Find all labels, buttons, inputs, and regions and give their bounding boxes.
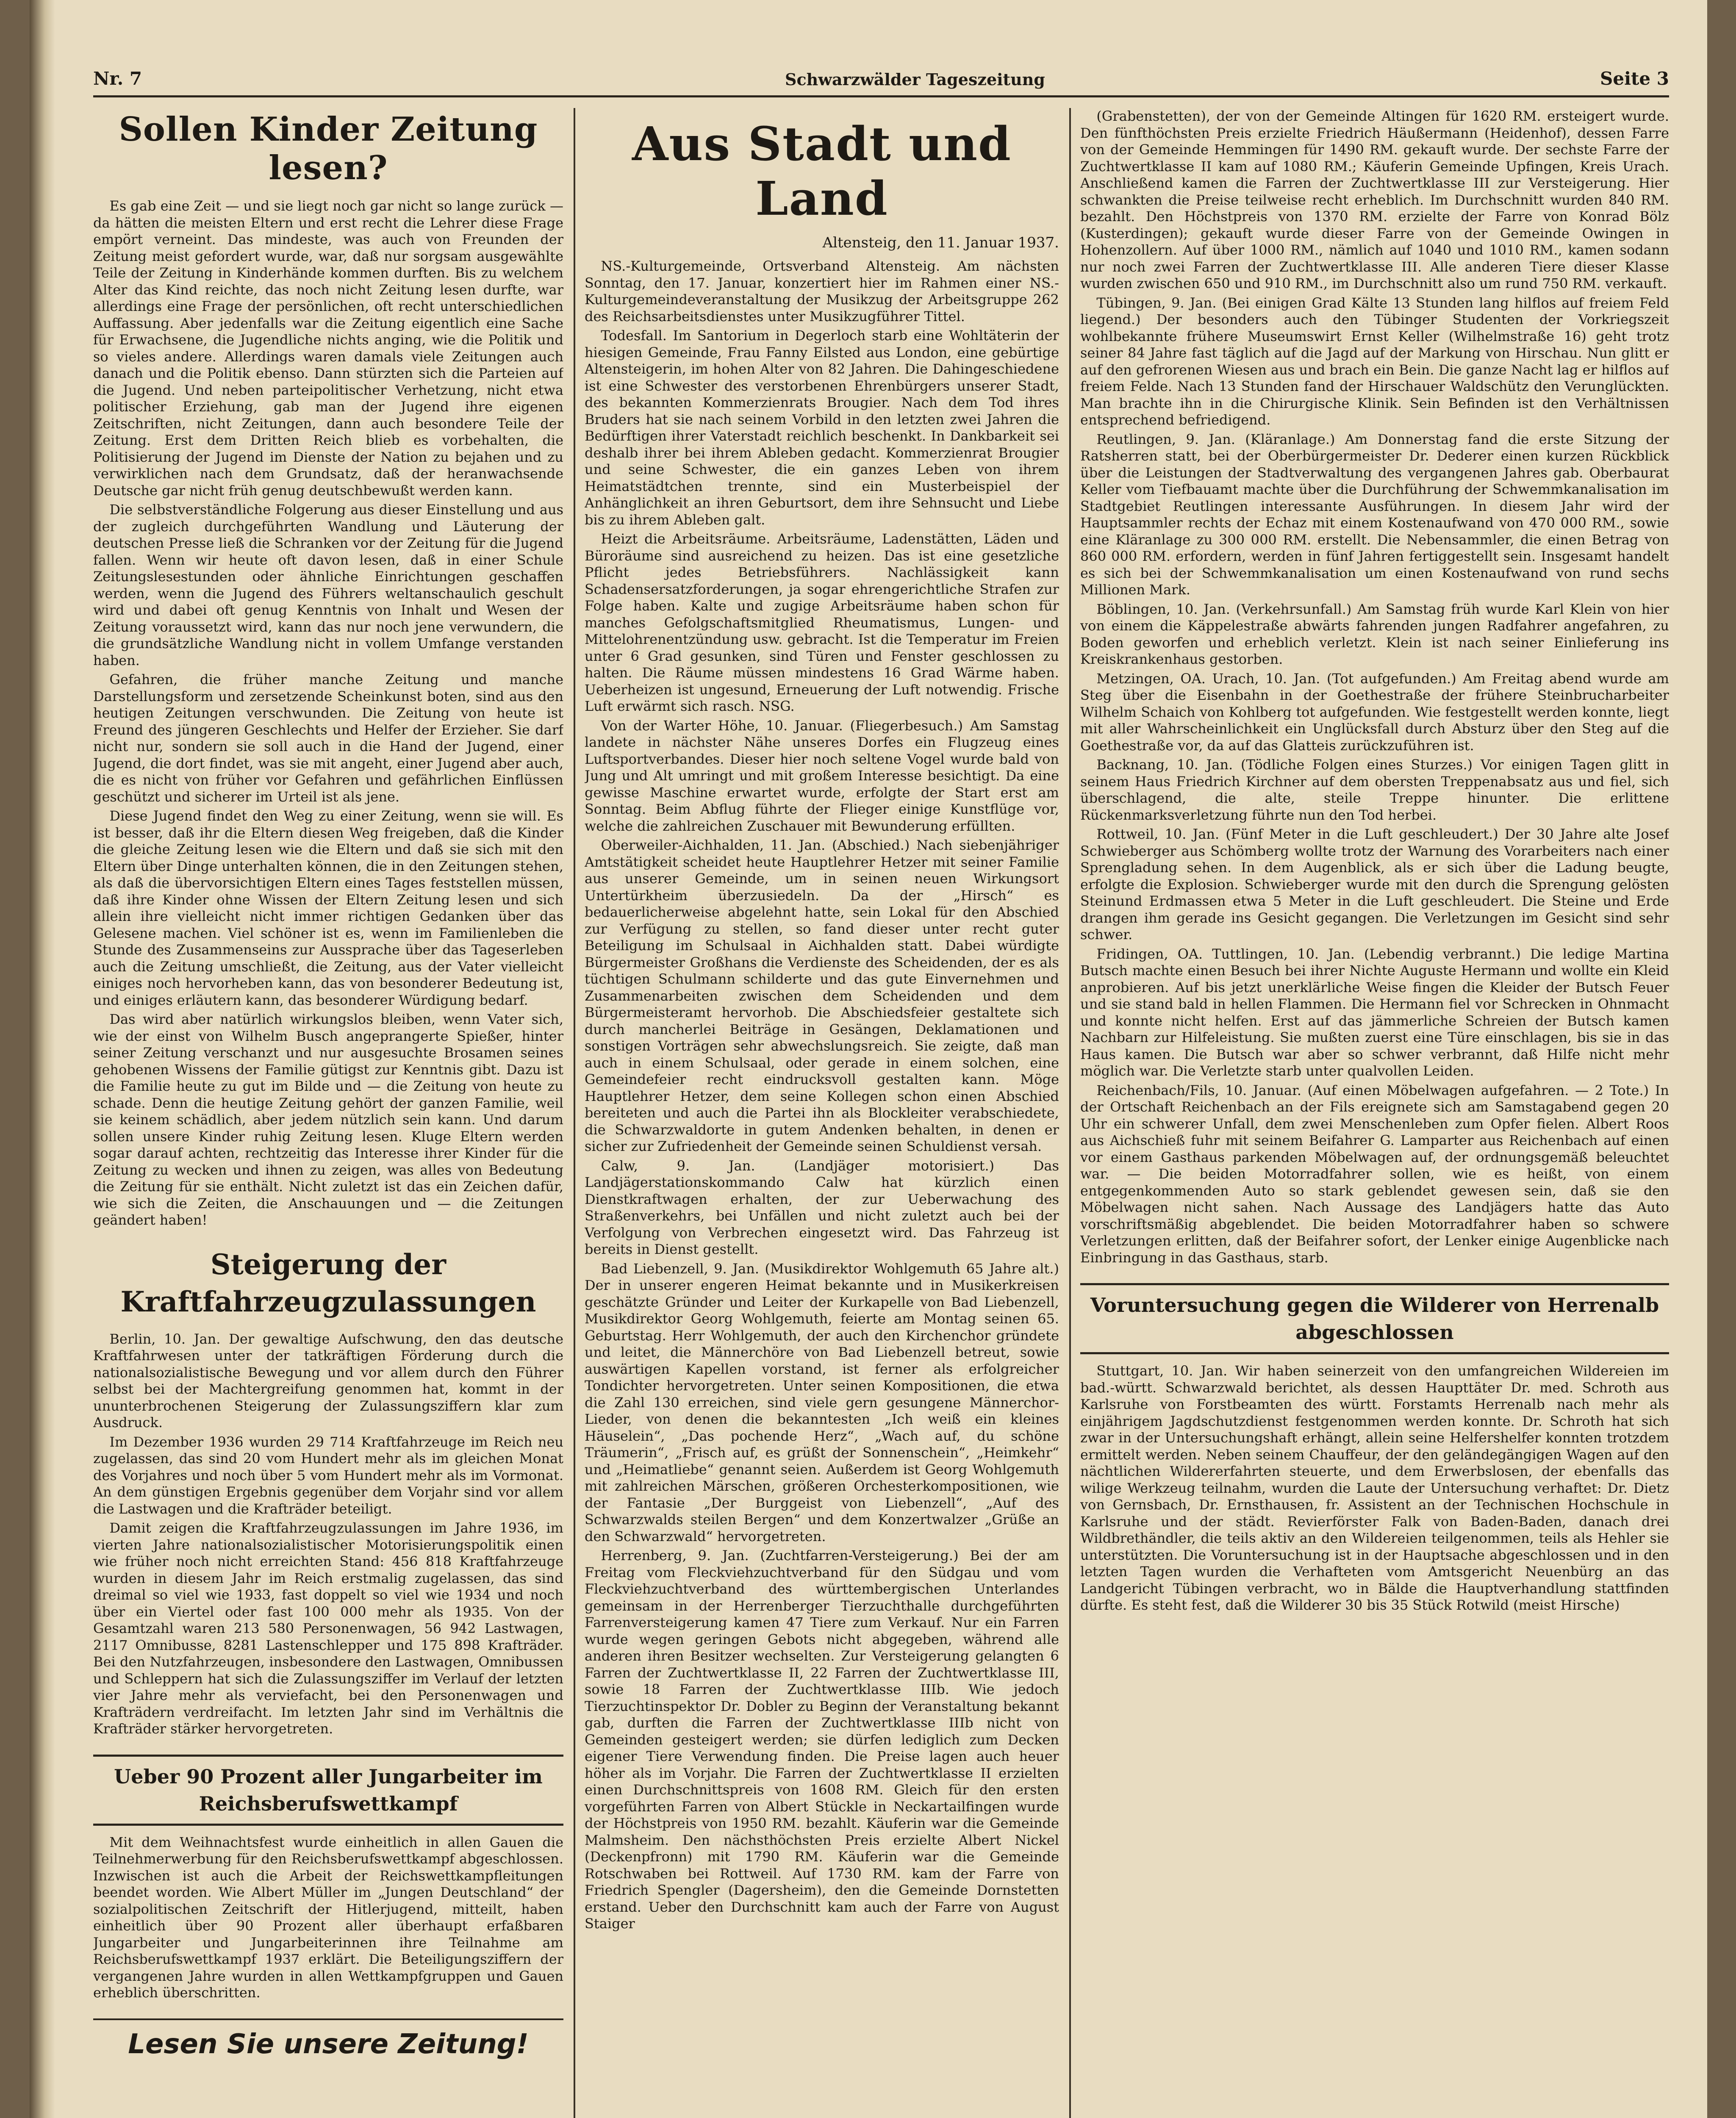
section-headline-local: Aus Stadt und Land [632,116,1012,226]
article-headline-poachers: Voruntersuchung gegen die Wilderer von Herrenalb abgeschlossen [1080,1283,1669,1354]
article-paragraph: Es gab eine Zeit — und sie liegt noch gar nicht so lange zurück — da hätten die meisten Eltern und erst recht die Lehrer diese Frage empört verneint. Das mindeste, was auch von Freunden der Zeitung meist gefordert wurde, war, daß nur sorgsam ausgewählte Teile der Zeitung in Kinderhände kommen durften. Bis zu welchem Alter das Kind reichte, das noch nicht Zeitung lesen durfte, war allerdings eine Frage der persönlichen, oft recht unterschiedlichen Auffassung. Aber jedenfalls war die Zeitung eigentlich eine Sache für Erwachsene, die Jugendliche nichts anging, wie die Politik und so vieles andere. Allerdings waren damals viele Zeitungen auch danach und die Politik ebenso. Dann stürzten sich die Parteien auf die Jugend. Und neben parteipolitischer Verhetzung, nicht etwa politischer Erziehung, gab man der Jugend ihre eigenen Zeitschriften, nicht Zeitungen, dann auch besondere Teile der Zeitung. Erst dem Dritten Reich blieb es vorbehalten, die Politisierung der Jugend im Dienste der Nation zu bejahen und zu verwirklichen nach dem Grundsatz, daß der heranwachsende Deutsche gar nicht früh genug deutschbewußt werden kann. [93,198,563,499]
news-item: Reichenbach/Fils, 10. Januar. (Auf einen Möbelwagen aufgefahren. — 2 Tote.) In der Ortschaft Reichenbach an der Fils ereignete sich am Samstagabend gegen 20 Uhr ein schwerer Unfall, dem zwei Menschenleben zum Opfer fielen. Albert Roos aus Aichschieß fuhr mit seinem Beifahrer G. Lamparter aus Reichenbach auf einen vor einem Gasthaus parkenden Möbelwagen auf, der ordnungsgemäß beleuchtet war. — Die beiden Motorradfahrer sollen, wie es heißt, von einem entgegenkommenden Auto so stark geblendet gewesen sein, daß sie den Möbelwagen nicht sahen. Nach Aussage des Landjägers hatte das Auto vorschriftsmäßig abgeblendet. Die beiden Motorradfahrer haben so schwere Verletzungen erlitten, daß der Beifahrer sofort, der Lenker einige Augenblicke nach Einbringung in das Gasthaus, starb. [1080,1082,1669,1266]
news-item: Fridingen, OA. Tuttlingen, 10. Jan. (Lebendig verbrannt.) Die ledige Martina Butsch machte einen Besuch bei ihrer Nichte Auguste Hermann und wollte ein Kleid anprobieren. Auf bis jetzt unerklärliche Weise fingen die Kleider der Butsch Feuer und sie stand bald in hellen Flammen. Die Hermann fiel vor Schrecken in Ohnmacht und konnte nicht helfen. Erst auf das jämmerliche Schreien der Butsch kamen Nachbarn zur Hilfeleistung. Sie mußten zuerst eine Türe einschlagen, bis sie in das Haus kamen. Die Butsch war aber so schwer verbrannt, daß Hilfe nicht mehr möglich war. Die Verletzte starb unter qualvollen Leiden. [1080,945,1669,1079]
article-headline-children: Sollen Kinder Zeitung lesen? [119,110,538,187]
news-item: Metzingen, OA. Urach, 10. Jan. (Tot aufgefunden.) Am Freitag abend wurde am Steg über die Eisenbahn in der Goethestraße der frühere Steinbrucharbeiter Wilhelm Schaich von Kohlberg tot aufgefunden. Wie festgestellt werden konnte, liegt mit aller Wahrscheinlichkeit ein Unglücksfall durch Absturz über den Steg auf die Goethestraße vor, da auf das Glatteis zurückzuführen ist. [1080,670,1669,754]
news-item: Böblingen, 10. Jan. (Verkehrsunfall.) Am Samstag früh wurde Karl Klein von hier von einem die Käppelestraße abwärts fahrenden jungen Radfahrer angefahren, zu Boden geworfen und erheblich verletzt. Klein ist nach seiner Einlieferung ins Kreiskrankenhaus gestorben. [1080,601,1669,667]
newspaper-name: Schwarzwälder Tageszeitung [785,70,1045,89]
column-rule-2 [1069,108,1071,2118]
column-3 [1080,108,1669,2118]
news-item: Heizt die Arbeitsräume. Arbeitsräume, Ladenstätten, Läden und Büroräume sind ausreichend zu heizen. Das ist eine gesetzliche Pflicht jedes Betriebsführers. Nachlässigkeit kann Schadensersatzforderungen, ja sogar ehrengerichtliche Strafen zur Folge haben. Kalte und zugige Arbeitsräume haben schon für manches Gefolgschaftsmitglied Rheumatismus, Lungen- und Mittelohrenentzündung usw. gebracht. Ist die Temperatur im Freien unter 6 Grad gesunken, sind Türen und Fenster geschlossen zu halten. Die Räume müssen mindestens 16 Grad Wärme haben. Ueberheizen ist ungesund, Erneuerung der Luft notwendig. Frische Luft erwärmt sich rasch. NSG. [585,531,1059,714]
article-paragraph: Diese Jugend findet den Weg zu einer Zeitung, wenn sie will. Es ist besser, daß ihr die Eltern diesen Weg freigeben, daß die Kinder die gleiche Zeitung lesen wie die Eltern und daß sie sich mit den Eltern über Dinge unterhalten können, die in den Zeitungen stehen, als daß die übervorsichtigen Eltern eines Tages feststellen müssen, daß ihre Kinder ohne Wissen der Eltern Zeitung lesen und sich allein ihre vielleicht nicht immer richtigen Gedanken über das Gelesene machen. Viel schöner ist es, wenn im Familienleben die Stunde des Zusammenseins zur Aussprache über das Tageserleben auch die Zeitung umschließt, die Zeitung, aus der Vater vielleicht einiges noch hervorheben kann, das von besonderer Bedeutung ist, und einiges erläutern kann, das besonderer Würdigung bedarf. [93,808,563,1008]
news-item: Tübingen, 9. Jan. (Bei einigen Grad Kälte 13 Stunden lang hilflos auf freiem Feld liegend.) Der besonders auch den Tübinger Studenten der Vorkriegszeit wohlbekannte frühere Museumswirt Ernst Keller (Wilhelmstraße 16) geht trotz seiner 84 Jahre fast täglich auf die Jagd auf der Markung von Hirschau. Nun glitt er auf den gefrorenen Wiesen aus und brach ein Bein. Die ganze Nacht lag er hilflos auf freiem Felde. Nach 13 Stunden fand der Hirschauer Waldschütz den Verunglückten. Man brachte ihn in die Chirurgische Klinik. Sein Befinden ist den Verhältnissen entsprechend befriedigend. [1080,294,1669,428]
page-number: Seite 3 [1600,68,1669,89]
news-item: Backnang, 10. Jan. (Tödliche Folgen eines Sturzes.) Vor einigen Tagen glitt in seinem Haus Friedrich Kirchner auf dem obersten Treppenabsatz aus und fiel, sich überschlagend, die alte, steile Treppe hinunter. Die erlittene Rückenmarksverletzung führte nun den Tod herbei. [1080,757,1669,823]
article-paragraph: Im Dezember 1936 wurden 29 714 Kraftfahrzeuge im Reich neu zugelassen, das sind 20 vom Hundert mehr als im gleichen Monat des Vorjahres und noch über 5 vom Hundert mehr als im Vormonat. An dem günstigen Ergebnis gegenüber dem Vorjahr sind vor allem die Lastwagen und die Krafträder beteiligt. [93,1433,563,1517]
article-paragraph: Damit zeigen die Kraftfahrzeugzulassungen im Jahre 1936, im vierten Jahre nationalsozialistischer Motorisierungspolitik einen wie früher noch nicht erreichten Stand: 456 818 Kraftfahrzeuge wurden in diesem Jahr im Reich erstmalig zugelassen, das sind dreimal so viel wie 1933, fast doppelt so viel wie 1934 und noch über ein Viertel oder fast 100 000 mehr als 1935. Von der Gesamtzahl waren 213 580 Personenwagen, 56 942 Lastwagen, 2117 Omnibusse, 8281 Lastenschlepper und 175 898 Krafträder. Bei den Nutzfahrzeugen, insbesondere den Lastwagen, Omnibussen und Schleppern hat sich die Zulassungsziffer im Verlauf der letzten vier Jahre mehr als verviefacht, bei den Personenwagen und Krafträdern verdreifacht. Im letzten Jahr sind im Verhältnis die Krafträder stärker hervorgetreten. [93,1520,563,1737]
article-headline-workers: Ueber 90 Prozent aller Jungarbeiter im Reichsberufswettkampf [93,1755,563,1826]
advert-slogan: Lesen Sie unsere Zeitung! [93,2018,563,2060]
news-item: Reutlingen, 9. Jan. (Kläranlage.) Am Donnerstag fand die erste Sitzung der Ratsherren statt, bei der Oberbürgermeister Dr. Dederer einen kurzen Rückblick über die Leistungen der Stadtverwaltung des vergangenen Jahres gab. Oberbaurat Keller vom Tiefbauamt machte über die Durchführung der Schwemmkanalisation im Stadtgebiet Reutlingen interessante Ausführungen. In diesem Jahr wird der Hauptsammler rechts der Echaz mit einem Kostenaufwand von 470 000 RM., sowie eine Kläranlage zu 300 000 RM. erstellt. Die Nebensammler, die einen Betrag von 860 000 RM. erfordern, werden in fünf Jahren fertiggestellt sein. Insgesamt handelt es sich bei der Schwemmkanalisation um einen Kostenaufwand von rund sechs Millionen Mark. [1080,431,1669,598]
news-item: Von der Warter Höhe, 10. Januar. (Fliegerbesuch.) Am Samstag landete in nächster Nähe unseres Dorfes ein Flugzeug eines Luftsportverbandes. Dieser hier noch seltene Vogel wurde bald von Jung und Alt umringt und mit großem Interesse besichtigt. Da eine gewisse Maschine erwartet wurde, erfolgte der Start erst am Sonntag. Beim Abflug führte der Flieger einige Kunstflüge vor, welche die zahlreichen Zuschauer mit Bewunderung erfüllten. [585,717,1059,834]
column-rule-1 [574,108,575,2118]
page-fold-shadow [30,0,55,2118]
news-item: Herrenberg, 9. Jan. (Zuchtfarren-Versteigerung.) Bei der am Freitag vom Fleckviehzuchtverband für den Südgau und vom Fleckviehzuchtverband des württembergischen Unterlandes gemeinsam in der Herrenberger Tierzuchthalle durchgeführten Farrenversteigerung kamen 47 Tiere zum Verkauf. Nur ein Farren wurde wegen geringen Gebots nicht abgegeben, während alle anderen ihren Besitzer wechselten. Zur Versteigerung gelangten 6 Farren der Zuchtwertklasse II, 22 Farren der Zuchtwertklasse III, sowie 18 Farren der Zuchtwertklasse IIIb. Wie jedoch Tierzuchtinspektor Dr. Dobler zu Beginn der Veranstaltung bekannt gab, durften die Farren der Zuchtwertklasse IIIb nicht von Gemeinden gesteigert werden; sie dürfen lediglich zum Decken eigener Tiere Verwendung finden. Die Preise lagen auch heuer höher als im Vorjahr. Die Farren der Zuchtwertklasse II erzielten einen Durchschnittspreis von 1608 RM. Gleich für den ersten vorgeführten Farren von Albert Stückle in Neckartailfingen wurde der Höchstpreis von 1950 RM. bezahlt. Käuferin war die Gemeinde Malmsheim. Den nächsthöchsten Preis erzielte Albert Nickel (Deckenpfronn) mit 1790 RM. Käuferin war die Gemeinde Rotschwaben bei Rottweil. Auf 1730 RM. kam der Farre von Friedrich Spengler (Dagersheim), den die Gemeinde Dornstetten erstand. Ueber den Durchschnitt kam auch der Farre von August Staiger [585,1547,1059,1932]
column-2 [585,108,1059,2118]
article-paragraph: Mit dem Weihnachtsfest wurde einheitlich in allen Gauen die Teilnehmerwerbung für den Reichsberufswettkampf abgeschlossen. Inzwischen ist auch die Arbeit der Reichswettkampfleitungen beendet worden. Wie Albert Müller im „Jungen Deutschland“ der sozialpolitischen Zeitschrift der Hitlerjugend, mitteilt, haben einheitlich über 90 Prozent aller überhaupt erfaßbaren Jungarbeiter und Jungarbeiterinnen ihre Teilnahme am Reichsberufswettkampf 1937 erklärt. Die Beteiligungsziffern der vergangenen Jahre wurden in allen Wettkampfgruppen und Gauen erheblich überschritten. [93,1834,563,2001]
article-paragraph: Berlin, 10. Jan. Der gewaltige Aufschwung, den das deutsche Kraftfahrwesen unter der tatkräftigen Förderung durch die nationalsozialistische Bewegung und vor allem durch den Führer selbst bei der Machtergreifung genommen hat, kommt in der ununterbrochenen Steigerung der Zulassungsziffern klar zum Ausdruck. [93,1331,563,1430]
news-item: (Grabenstetten), der von der Gemeinde Altingen für 1620 RM. ersteigert wurde. Den fünfthöchsten Preis erzielte Friedrich Häußermann (Heidenhof), dessen Farre von der Gemeinde Hemmingen für 1490 RM. gekauft wurde. Der sechste Farre der Zuchtwertklasse II kam auf 1080 RM.; Käuferin Gemeinde Upfingen, Kreis Urach. Anschließend kamen die Farren der Zuchtwertklasse III zur Versteigerung. Hier schwankten die Preise teilweise recht erheblich. Im Durchschnitt wurden 840 RM. bezahlt. Den Höchstpreis von 1370 RM. erzielte der Farre von Konrad Bölz (Kusterdingen); gekauft wurde dieser Farre von der Gemeinde Owingen in Hohenzollern. Auf über 1000 RM., nämlich auf 1040 und 1010 RM., kamen sodann nur noch zwei Farren der Zuchtwertklasse III. Alle anderen Tiere dieser Klasse wurden zwischen 650 und 910 RM., im Durchschnitt also um rund 750 RM. verkauft. [1080,108,1669,291]
news-item: Rottweil, 10. Jan. (Fünf Meter in die Luft geschleudert.) Der 30 Jahre alte Josef Schwieberger aus Schömberg wollte trotz der Warnung des Vorarbeiters nach einer Sprengladung sehen. In dem Augenblick, als er sich über die Ladung beugte, erfolgte die Explosion. Schwieberger wurde mit den durch die Sprengung gelösten Steinund Erdmassen etwa 5 Meter in die Luft geschleudert. Die Steine und Erde drangen ihm gerade ins Gesicht gegangen. Die Verletzungen im Gesicht sind sehr schwer. [1080,826,1669,943]
article-paragraph: Die selbstverständliche Folgerung aus dieser Einstellung und aus der zugleich durchgeführten Wandlung und Läuterung der deutschen Presse ließ die Schranken vor der Zeitung für die Jugend fallen. Wenn wir heute oft davon lesen, daß in einer Schule Zeitungslesestunden oder ähnliche Einrichtungen geschaffen werden, wenn die Jugend des Führers weltanschaulich geschult wird und dabei oft genug Kenntnis von Inhalt und Wesen der Zeitung voraussetzt wird, kann das nur noch jene verwundern, die die grundsätzliche Wandlung nicht in vollem Umfange verstanden haben. [93,502,563,668]
column-1 [93,108,563,2118]
article-headline-vehicles: Steigerung der Kraftfahrzeugzulassungen [120,1248,536,1318]
issue-number: Nr. 7 [93,68,142,89]
article-paragraph: Stuttgart, 10. Jan. Wir haben seinerzeit von den umfangreichen Wildereien im bad.-württ. Schwarzwald berichtet, als dessen Haupttäter Dr. med. Schroth aus Karlsruhe von Forstbeamten des württ. Forstamts Herrenalb nach mehr als einjährigem Jagdschutzdienst festgenommen werden konnte. Dr. Schroth hat sich zwar in der Untersuchungshaft erhängt, allein seine Helfershelfer konnten trotzdem ermittelt werden. Neben seinem Chauffeur, der den geländegängigen Wagen auf den nächtlichen Wildererfahrten steuerte, und dem Erwerbslosen, der ebenfalls das wilige Werkzeug teilnahm, wurden die Laute der Untersuchung verhaftet: Dr. Dietz von Gernsbach, Dr. Ernsthausen, fr. Assistent an der Technischen Hochschule in Karlsruhe und der städt. Revierförster Falk von Baden-Baden, danach drei Wildbrethändler, die teils aktiv an den Wildereien teilgenommen, teils als Hehler sie unterstützten. Die Voruntersuchung ist in der Hauptsache abgeschlossen und in den letzten Tagen wurden die Verhafteten vom Amtsgericht Neuenbürg an das Landgericht Tübingen verbracht, wo in Bälde die Hauptverhandlung stattfinden dürfte. Es steht fest, daß die Wilderer 30 bis 35 Stück Rotwild (meist Hirsche) [1080,1363,1669,1613]
news-item: Oberweiler-Aichhalden, 11. Jan. (Abschied.) Nach siebenjähriger Amtstätigkeit scheidet heute Hauptlehrer Hetzer mit seiner Familie aus unserer Gemeinde, um in seinen neuen Wirkungsort Untertürkheim überzusiedeln. Da der „Hirsch“ es bedauerlicherweise abgelehnt hatte, sein Lokal für den Abschied zur Verfügung zu stellen, so fand dieser unter recht guter Beteiligung im Schulsaal in Aichhalden statt. Dabei würdigte Bürgermeister Großhans die Verdienste des Scheidenden, der es als tüchtigen Schulmann schilderte und das gute Einvernehmen und Zusammenarbeiten zwischen dem Scheidenden und dem Bürgermeisteramt hervorhob. Die Abschiedsfeier gestaltete sich durch mancherlei Beiträge in Gesängen, Deklamationen und sonstigen Vorträgen sehr abwechslungsreich. Sie zeigte, daß man auch in einem Schulsaal, oder gerade in einem solchen, eine Gemeindefeier recht eindrucksvoll gestalten kann. Möge Hauptlehrer Hetzer, dem seine Kollegen schon einen Abschied bereiteten und auch die Partei ihn als Blockleiter verabschiedete, die Schwarzwaldorte in gutem Andenken behalten, in denen er sicher zur Zufriedenheit der Gemeinde seinen Schuldienst versah. [585,837,1059,1154]
page-header [93,66,1669,97]
news-item: Todesfall. Im Santorium in Degerloch starb eine Wohltäterin der hiesigen Gemeinde, Frau Fanny Eilsted aus London, eine gebürtige Altensteigerin, im hohen Alter von 82 Jahren. Die Dahingeschiedene ist eine Schwester des verstorbenen Ehrenbürgers unserer Stadt, des bekannten Kommerzienrats Brougier. Nach dem Tod ihres Bruders hat sie nach seinem Vorbild in den letzten zwei Jahren die Bedürftigen ihrer Vaterstadt reichlich beschenkt. In Dankbarkeit sei deshalb ihrer bei ihrem Ableben gedacht. Kommerzienrat Brougier und seine Schwester, die ein ganzes Leben von ihrem Heimatstädtchen trennte, sind ein Musterbeispiel der Anhänglichkeit an ihren Geburtsort, dem ihre Sehnsucht und Liebe bis zu ihrem Ableben galt. [585,327,1059,528]
news-item: Calw, 9. Jan. (Landjäger motorisiert.) Das Landjägerstationskommando Calw hat kürzlich einen Dienstkraftwagen erhalten, der zur Ueberwachung des Straßenverkehrs, bei Unfällen und nicht zuletzt auch bei der Verfolgung von Verbrechen eingesetzt wird. Das Fahrzeug ist bereits in Dienst gestellt. [585,1157,1059,1257]
news-item: NS.-Kulturgemeinde, Ortsverband Altensteig. Am nächsten Sonntag, den 17. Januar, konzertiert hier im Rahmen einer NS.-Kulturgemeindeveranstaltung der Musikzug der Arbeitsgruppe 262 des Reichsarbeitsdienstes unter Musikzugführer Tittel. [585,258,1059,324]
dateline: Altensteig, den 11. Januar 1937. [822,234,1059,251]
article-paragraph: Das wird aber natürlich wirkungslos bleiben, wenn Vater sich, wie der einst von Wilhelm Busch angeprangerte Spießer, hinter seiner Zeitung verschanzt und nur ausgesuchte Brosamen seines gehobenen Wissens der Familie gütigst zur Kenntnis gibt. Dazu ist die Familie heute zu gut im Bilde und — die Zeitung von heute zu schade. Denn die heutige Zeitung gehört der ganzen Familie, weil sie keinem schädlich, aber jedem nützlich sein kann. Und darum sollen unsere Kinder ruhig Zeitung lesen. Kluge Eltern werden sogar darauf achten, rechtzeitig das Interesse ihrer Kinder für die Zeitung zu wecken und ihnen zu zeigen, was alles von Bedeutung die Zeitung für sie enthält. Nicht zuletzt ist das ein Zeichen dafür, wie sich die Zeiten, die Anschauungen und — die Zeitungen geändert haben! [93,1011,563,1228]
newspaper-page [30,0,1707,2118]
news-item: Bad Liebenzell, 9. Jan. (Musikdirektor Wohlgemuth 65 Jahre alt.) Der in unserer engeren Heimat bekannte und in Musikerkreisen geschätzte Gründer und Leiter der Kurkapelle von Bad Liebenzell, Musikdirektor Georg Wohlgemuth, feierte am Montag seinen 65. Geburtstag. Herr Wohlgemuth, der auch den Kirchenchor gründete und leitet, die Männerchöre von Bad Liebenzell betreut, sowie auswärtigen Kapellen vorstand, ist ferner als erfolgreicher Tondichter hervorgetreten. Unter seinen Kompositionen, die etwa die Zahl 130 erreichen, sind viele gern gesungene Männerchor-Lieder, von denen die bekanntesten „Ich weiß ein kleines Häuselein“, „Das pochende Herz“, „Wach auf, du schöne Träumerin“, „Frisch auf, es grüßt der Sonnenschein“, „Heimkehr“ und „Heimatliebe“ genannt seien. Außerdem ist Georg Wohlgemuth mit zahlreichen Märschen, größeren Orchesterkompositionen, wie der Fantasie „Der Burggeist von Liebenzell“, „Auf des Schwarzwalds steilen Bergen“ und dem Konzertwalzer „Grüße an den Schwarzwald“ hervorgetreten. [585,1260,1059,1544]
article-paragraph: Gefahren, die früher manche Zeitung und manche Darstellungsform und zersetzende Scheinkunst boten, sind aus den heutigen Zeitungen verschwunden. Die Zeitung von heute ist Freund des jüngeren Geschlechts und Helfer der Erzieher. Sie darf nicht nur, sondern sie soll auch in die Hand der Jugend, einer Jugend, die dort findet, was sie mit angeht, einer Jugend aber auch, die es nicht von früher vor Gefahren und gefährlichen Einflüssen geschützt und sicherer im Urteil ist als jene. [93,671,563,805]
